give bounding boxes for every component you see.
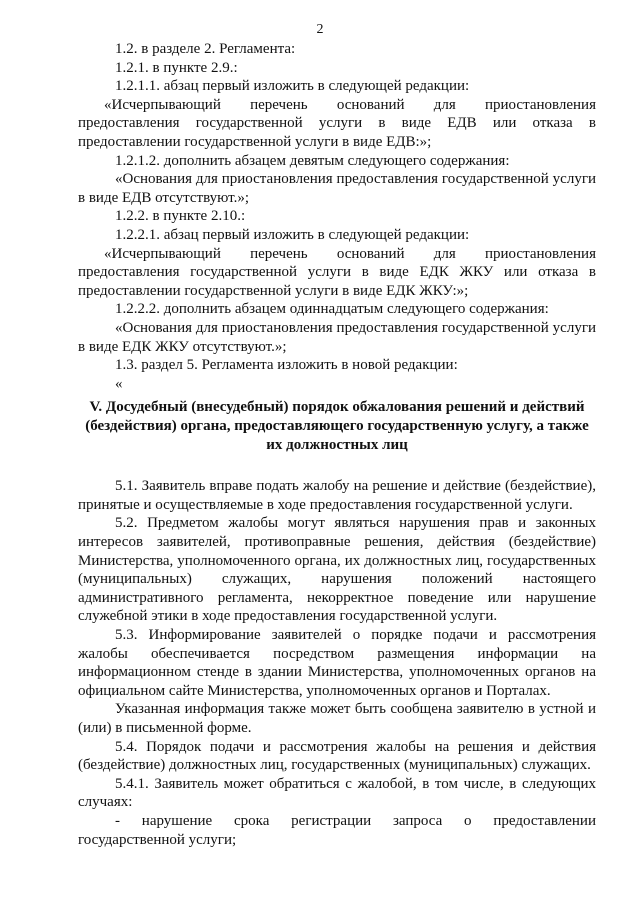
page-number: 2 (316, 22, 324, 37)
paragraph: 5.4.1. Заявитель может обратиться с жалобой, в том числе, в следующих случаях: (78, 775, 596, 811)
paragraph: 1.2.1. в пункте 2.9.: (115, 59, 238, 76)
paragraph: « (115, 375, 123, 392)
document-body (78, 40, 596, 849)
paragraph: 5.1. Заявитель вправе подать жалобу на решение и действие (бездействие), принятые и осуществляемые в ходе предоставления государственной услуги. (78, 478, 596, 513)
paragraph: 1.2.2.1. абзац первый изложить в следующей редакции: (115, 226, 470, 243)
paragraph: 1.2.2.2. дополнить абзацем одиннадцатым следующего содержания: (115, 301, 549, 318)
paragraph: - нарушение срока регистрации запроса о предоставлении государственной услуги; (78, 812, 596, 848)
section-5-body (78, 477, 596, 849)
paragraph: 1.3. раздел 5. Регламента изложить в новой редакции: (115, 357, 458, 374)
amendments-section (78, 40, 596, 393)
paragraph: 5.4. Порядок подачи и рассмотрения жалобы на решения и действия (бездействие) должностных лиц, государственных (муниципальных) служащих. (78, 738, 596, 774)
paragraph: 5.2. Предметом жалобы могут являться нарушения прав и законных интересов заявителей, противоправные решения, действия (бездействие) Министерства, уполномоченного органа, их должностных лиц, государственных (муниципальных) служащих, нарушения положений настоящего административного регламента, некорректное поведение или нарушение служебной этики в ходе предоставления государственной услуги. (78, 515, 596, 625)
paragraph: «Основания для приостановления предоставления государственной услуги в виде ЕДВ отсутствуют.»; (78, 171, 596, 206)
paragraph: 1.2. в разделе 2. Регламента: (115, 41, 296, 57)
paragraph: «Исчерпывающий перечень оснований для приостановления предоставления государственной услуги в виде ЕДК ЖКУ или отказа в предоставлении государственной услуги в виде ЕДК ЖКУ:»; (78, 245, 596, 299)
paragraph: Указанная информация также может быть сообщена заявителю в устной и (или) в письменной форме. (78, 701, 596, 736)
paragraph: 1.2.2. в пункте 2.10.: (115, 208, 246, 225)
paragraph: «Исчерпывающий перечень оснований для приостановления предоставления государственной услуги в виде ЕДВ или отказа в предоставлении государственной услуги в виде ЕДВ:»; (78, 96, 596, 150)
paragraph: 1.2.1.1. абзац первый изложить в следующей редакции: (115, 78, 470, 95)
section-heading: V. Досудебный (внесудебный) порядок обжалования решений и действий (бездействия) органа, предоставляющего государственную услугу, а также их должностных лиц (85, 399, 589, 454)
paragraph: 5.3. Информирование заявителей о порядке подачи и рассмотрения жалобы обеспечивается посредством размещения информации на информационном стенде в здании Министерства, уполномоченных органов на официальном сайте Министерства, уполномоченных органов и Порталах. (78, 627, 596, 699)
paragraph: 1.2.1.2. дополнить абзацем девятым следующего содержания: (115, 152, 510, 169)
paragraph: «Основания для приостановления предоставления государственной услуги в виде ЕДК ЖКУ отсутствуют.»; (78, 319, 596, 355)
